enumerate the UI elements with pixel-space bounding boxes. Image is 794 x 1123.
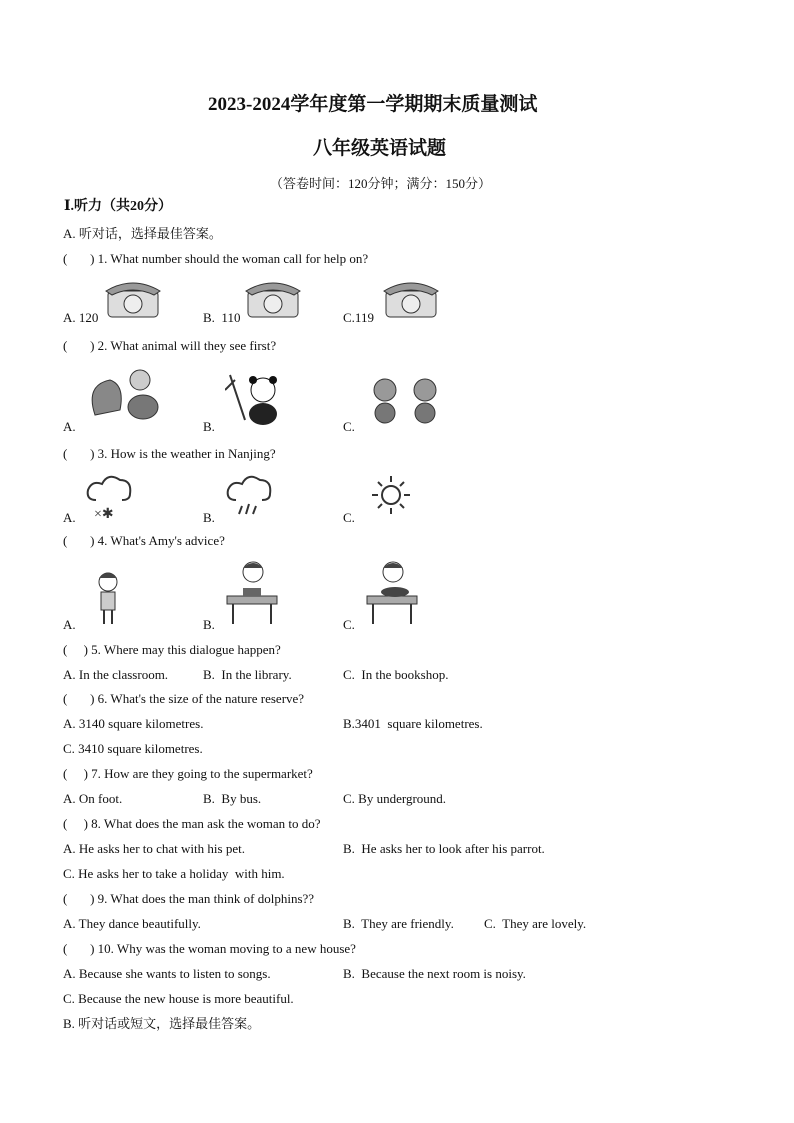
- exam-title: 2023-2024学年度第一学期期末质量测试: [208, 94, 538, 115]
- telephone-icon: [382, 279, 440, 319]
- option-6a: A. 3140 square kilometres.: [63, 716, 204, 731]
- question-8: ( ) 8. What does the man ask the woman to do?: [63, 816, 321, 831]
- option-3c: C.: [343, 510, 355, 525]
- exam-info: （答卷时间：120分钟；满分：150分）: [270, 176, 492, 191]
- boy-headache-icon: [86, 568, 131, 628]
- question-9: ( ) 9. What does the man think of dolphins??: [63, 891, 315, 906]
- panda-icon: [225, 370, 290, 428]
- option-2b: B.: [203, 419, 215, 434]
- option-3a: A.: [63, 510, 76, 525]
- option-4a: A.: [63, 617, 76, 632]
- question-4: ( ) 4. What's Amy's advice?: [63, 533, 225, 548]
- question-10: ( ) 10. Why was the woman moving to a new house?: [63, 941, 356, 956]
- telephone-icon: [104, 279, 162, 319]
- option-10b: B. Because the next room is noisy.: [343, 966, 526, 981]
- snow-icon: [84, 472, 136, 522]
- boy-reading-icon: [225, 558, 280, 626]
- option-7b: B. By bus.: [203, 791, 262, 806]
- option-8c: C. He asks her to take a holiday with him.: [63, 866, 285, 881]
- exam-subtitle: 八年级英语试题: [313, 138, 447, 159]
- option-2a: A.: [63, 419, 76, 434]
- sun-icon: [366, 472, 416, 518]
- option-6c: C. 3410 square kilometres.: [63, 741, 203, 756]
- boy-sleeping-icon: [365, 558, 420, 626]
- option-1b: B. 110: [203, 310, 241, 325]
- part-a-instruction: A. 听对话，选择最佳答案。: [63, 226, 222, 241]
- question-3: ( ) 3. How is the weather in Nanjing?: [63, 446, 276, 461]
- option-8b: B. He asks her to look after his parrot.: [343, 841, 545, 856]
- option-9a: A. They dance beautifully.: [63, 916, 201, 931]
- option-8a: A. He asks her to chat with his pet.: [63, 841, 245, 856]
- question-7: ( ) 7. How are they going to the supermarket?: [63, 766, 313, 781]
- rain-icon: [224, 472, 276, 522]
- option-6b: B.3401 square kilometres.: [343, 716, 483, 731]
- option-10c: C. Because the new house is more beautiful.: [63, 991, 294, 1006]
- question-5: ( ) 5. Where may this dialogue happen?: [63, 642, 281, 657]
- option-9c: C. They are lovely.: [484, 916, 587, 931]
- section-heading: Ⅰ.听力（共20分）: [64, 199, 173, 214]
- option-7c: C. By underground.: [343, 791, 447, 806]
- option-7a: A. On foot.: [63, 791, 123, 806]
- option-3b: B.: [203, 510, 215, 525]
- option-1c: C.119: [343, 310, 374, 325]
- option-4c: C.: [343, 617, 355, 632]
- option-4b: B.: [203, 617, 215, 632]
- telephone-icon: [244, 279, 302, 319]
- monkey-icon: [365, 375, 455, 425]
- option-5c: C. In the bookshop.: [343, 667, 449, 682]
- svg-text:×✱: ×✱: [94, 507, 114, 522]
- squirrel-icon: [85, 365, 165, 425]
- option-9b: B. They are friendly.: [343, 916, 454, 931]
- option-2c: C.: [343, 419, 355, 434]
- option-5b: B. In the library.: [203, 667, 292, 682]
- option-1a: A. 120: [63, 310, 99, 325]
- option-5a: A. In the classroom.: [63, 667, 169, 682]
- option-10a: A. Because she wants to listen to songs.: [63, 966, 271, 981]
- question-2: ( ) 2. What animal will they see first?: [63, 338, 277, 353]
- question-1: ( ) 1. What number should the woman call for help on?: [63, 251, 369, 266]
- part-b-instruction: B. 听对话或短文，选择最佳答案。: [63, 1016, 261, 1031]
- question-6: ( ) 6. What's the size of the nature reserve?: [63, 691, 305, 706]
